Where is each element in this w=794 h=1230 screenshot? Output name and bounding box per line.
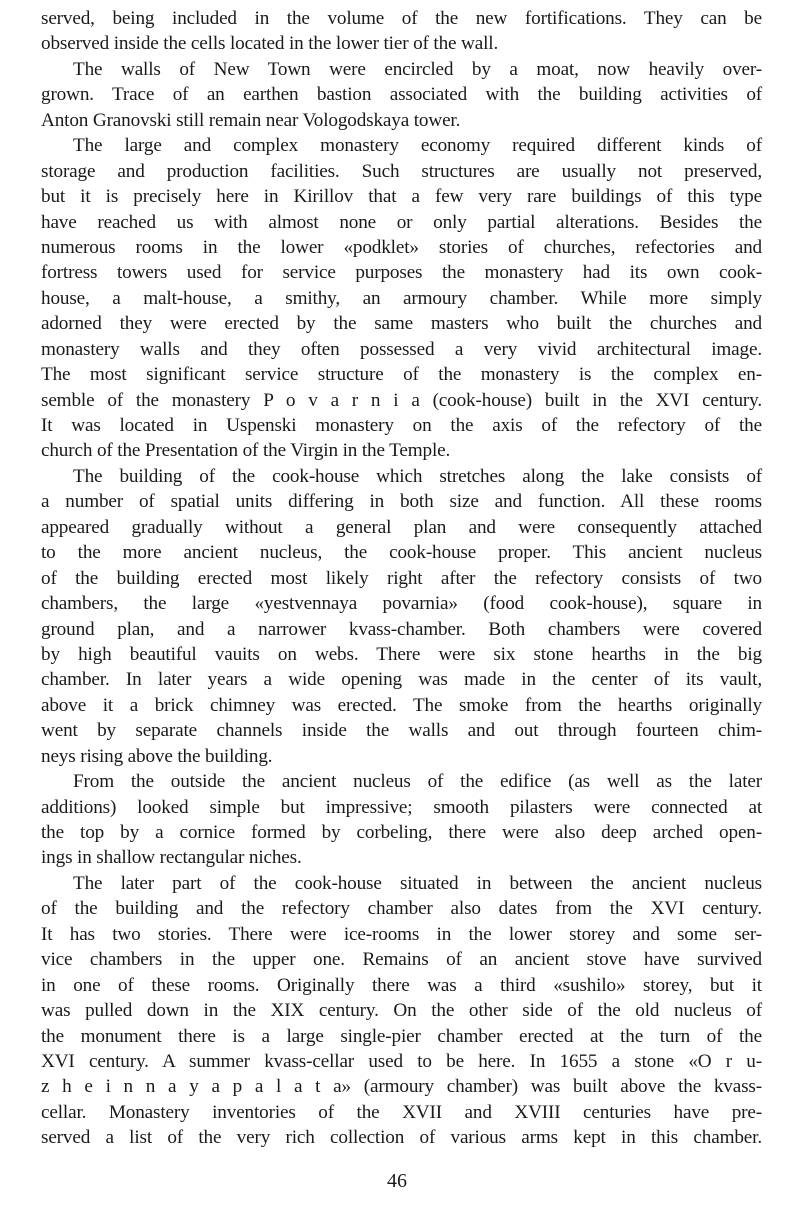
text-line: have reached us with almost none or only partial alterations. Besides the: [41, 211, 762, 233]
text-line: neys rising above the building.: [41, 745, 273, 767]
text-line: additions) looked simple but impressive; smooth pilasters were connected at: [41, 796, 762, 818]
paragraph: [41, 6, 762, 57]
text-line: Anton Granovski still remain near Vologodskaya tower.: [41, 109, 461, 131]
text-line: of the building and the refectory chamber also dates from the XVI century.: [41, 898, 762, 920]
text-line: the top by a cornice formed by corbeling, there were also deep arched open-: [41, 822, 762, 843]
text-line: It was located in Uspenski monastery on the axis of the refectory of the: [41, 415, 762, 436]
text-line: of the building erected most likely right after the refectory consists of two: [41, 567, 762, 589]
text-line: went by separate channels inside the walls and out through fourteen chim-: [41, 720, 762, 742]
text-line: served, being included in the volume of the new fortifications. They can be: [41, 8, 762, 29]
text-line: numerous rooms in the lower «podklet» stories of churches, refectories and: [41, 236, 762, 258]
text-line: The building of the cook-house which stretches along the lake consists of: [73, 465, 762, 487]
text-line: The most significant service structure of the monastery is the complex en-: [41, 364, 762, 386]
text-line: ings in shallow rectangular niches.: [41, 847, 302, 869]
text-line: served a list of the very rich collection of various arms kept in this chamber.: [41, 1127, 762, 1149]
text-line: was pulled down in the XIX century. On the other side of the old nucleus of: [41, 1000, 762, 1022]
text-line: appeared gradually without a general plan and were consequently attached: [41, 516, 762, 538]
text-line: storage and production facilities. Such structures are usually not preserved,: [41, 160, 762, 182]
text-line: XVI century. A summer kvass-cellar used to be here. In 1655 a stone «O r u-: [41, 1050, 762, 1072]
text-line: The walls of New Town were encircled by a moat, now heavily over-: [73, 58, 762, 80]
page-number: 46: [387, 1170, 407, 1192]
text-line: semble of the monastery P o v a r n i a (cook-house) built in the XVI century.: [41, 389, 762, 411]
text-line: a number of spatial units differing in both size and function. All these rooms: [41, 491, 762, 513]
text-line: the monument there is a large single-pier chamber erected at the turn of the: [41, 1025, 762, 1047]
text-line: chamber. In later years a wide opening was made in the center of its vault,: [41, 669, 762, 691]
text-line: z h e i n n a y a p a l a t a» (armoury chamber) was built above the kvass-: [41, 1076, 762, 1098]
text-line: in one of these rooms. Originally there was a third «sushilo» storey, but it: [41, 974, 762, 996]
text-line: house, a malt-house, a smithy, an armoury chamber. While more simply: [41, 287, 762, 309]
paragraph: [41, 57, 762, 133]
text-line: chambers, the large «yestvennaya povarnia» (food cook-house), square in: [41, 593, 762, 615]
text-line: It has two stories. There were ice-rooms in the lower storey and some ser-: [41, 923, 762, 945]
text-line: by high beautiful vauits on webs. There were six stone hearths in the big: [41, 643, 762, 665]
text-line: cellar. Monastery inventories of the XVII and XVIII centuries have pre-: [41, 1101, 762, 1123]
text-line: but it is precisely here in Kirillov that a few very rare buildings of this type: [41, 186, 762, 208]
text-line: church of the Presentation of the Virgin in the Temple.: [41, 440, 451, 462]
paragraph: [41, 133, 762, 464]
text-line: From the outside the ancient nucleus of the edifice (as well as the later: [73, 771, 762, 793]
paragraph: [41, 871, 762, 1151]
text-line: to the more ancient nucleus, the cook-house proper. This ancient nucleus: [41, 542, 762, 564]
text-line: The later part of the cook-house situated in between the ancient nucleus: [73, 872, 762, 894]
text-line: The large and complex monastery economy required different kinds of: [73, 135, 762, 157]
text-line: fortress towers used for service purposes the monastery had its own cook-: [41, 262, 762, 284]
text-line: vice chambers in the upper one. Remains of an ancient stove have survived: [41, 949, 762, 971]
paragraph: [41, 464, 762, 769]
text-line: above it a brick chimney was erected. The smoke from the hearths originally: [41, 694, 762, 716]
page-body: [41, 6, 762, 1151]
text-line: monastery walls and they often possessed a very vivid architectural image.: [41, 338, 762, 360]
text-line: ground plan, and a narrower kvass-chamber. Both chambers were covered: [41, 618, 762, 640]
text-line: observed inside the cells located in the lower tier of the wall.: [41, 33, 499, 55]
text-line: adorned they were erected by the same masters who built the churches and: [41, 313, 762, 335]
text-line: grown. Trace of an earthen bastion associated with the building activities of: [41, 84, 762, 106]
paragraph: [41, 769, 762, 871]
